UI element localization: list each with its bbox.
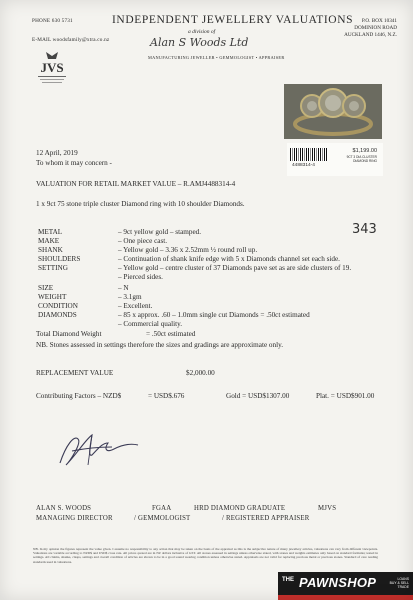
spec-label: SHOULDERS (38, 255, 81, 263)
brand-tagline-2: BUY & SELL (389, 581, 409, 586)
company-title: INDEPENDENT JEWELLERY VALUATIONS (112, 14, 354, 26)
signatory-role-3: / REGISTERED APPRAISER (222, 515, 310, 522)
signatory-role-2: / GEMMOLOGIST (134, 515, 191, 522)
address-line-3: AUCKLAND 1446, N.Z. (344, 31, 397, 38)
approximation-note: NB. Stones assessed in settings therefore the sizes and gradings are approximate only. (36, 341, 284, 349)
spec-value: – Continuation of shank knife edge with 5 x Diamonds channel set each side. (118, 255, 340, 263)
item-description: 1 x 9ct 75 stone triple cluster Diamond ring with 10 shoulder Diamonds. (36, 200, 245, 208)
spec-label: SHANK (38, 246, 63, 254)
spec-value: – 85 x approx. .60 – 1.0mm single cut Diamonds = .50ct estimated (118, 311, 310, 319)
signatory-mjvs: MJVS (318, 505, 337, 512)
spec-value: – N (118, 284, 129, 292)
jvs-logo-text: JVS (40, 60, 64, 75)
factors-gold: Gold = USD$1307.00 (226, 392, 290, 400)
header-phone: PHONE 630 5731 (32, 18, 73, 24)
brand-tagline (390, 577, 409, 590)
spec-value: – One piece cast. (118, 237, 168, 245)
spec-label: SIZE (38, 284, 54, 292)
total-weight-value: = .50ct estimated (146, 330, 196, 338)
letter-date: 12 April, 2019 (36, 149, 78, 157)
brand-stripe (278, 595, 413, 600)
spec-value: – 9ct yellow gold – stamped. (118, 228, 202, 236)
brand-the: THE (282, 577, 294, 583)
signature (52, 425, 142, 473)
signatory-fgaa: FGAA (152, 505, 172, 512)
replacement-label: REPLACEMENT VALUE (36, 369, 114, 377)
tag-description (347, 155, 377, 163)
tag-code: 4488314-4 (292, 163, 315, 168)
total-weight-label: Total Diamond Weight (36, 330, 102, 338)
spec-value: – Commercial quality. (118, 320, 183, 328)
factors-usd: = USD$.676 (148, 392, 185, 400)
tag-price: $1,199.00 (352, 148, 377, 154)
barcode (290, 148, 328, 161)
spec-label: WEIGHT (38, 293, 67, 301)
spec-value: – Yellow gold – 3.36 x 2.52mm ½ round roll up. (118, 246, 258, 254)
signatory-name: ALAN S. WOODS (36, 505, 92, 512)
company-script-name: Alan S Woods Ltd (150, 36, 249, 49)
spec-label: SETTING (38, 264, 68, 272)
header-email: E-MAIL woodsfamily@xtra.co.nz (32, 37, 110, 43)
ring-photo (284, 84, 382, 139)
spec-label: MAKE (38, 237, 60, 245)
brand-tagline-1: LOANS (397, 577, 409, 581)
factors-label: Contributing Factors – NZD$ (36, 392, 122, 400)
spec-label: CONDITION (38, 302, 78, 310)
letter-salutation: To whom it may concern - (36, 159, 112, 167)
factors-plat: Plat. = USD$901.00 (316, 392, 375, 400)
services-line: MANUFACTURING JEWELLER • GEMMOLOGIST • APPRAISER (148, 55, 285, 60)
spec-label: METAL (38, 228, 63, 236)
replacement-value: $2,000.00 (186, 369, 215, 377)
jvs-logo (32, 50, 72, 86)
address-line-2: DOMINION ROAD (354, 24, 397, 31)
spec-value: – 3.1gm (118, 293, 142, 301)
valuation-heading: VALUATION FOR RETAIL MARKET VALUE – R.AMJ4488314-4 (36, 180, 236, 188)
handwritten-number: 343 (352, 222, 377, 237)
pawnshop-watermark (278, 572, 413, 600)
header-address (344, 18, 397, 38)
spec-value: – Pierced sides. (118, 273, 163, 281)
division-text: a division of (188, 29, 216, 35)
spec-value: – Excellent. (118, 302, 153, 310)
brand-name: PAWNSHOP (299, 575, 377, 590)
signatory-graduate: HRD DIAMOND GRADUATE (194, 505, 286, 512)
spec-label: DIAMONDS (38, 311, 77, 319)
tag-line-1: 9CT 3 DIA CLUSTER (346, 155, 377, 159)
price-tag (287, 143, 383, 176)
ring-illustration (284, 84, 382, 139)
address-line-1: P.O. BOX 10341 (361, 18, 397, 24)
brand-tagline-3: TRADE (397, 585, 409, 590)
tag-line-2: DIAMOND RING (353, 159, 377, 163)
disclaimer-footer: NB. In my opinion the figures represent the value given. I assume no responsibility to any action that may be taken on the basis of the appraisal as this is the subjective nature of many jewellery articles, valuations can vary from different viewpoints. Valuations are variable according to NZD$ and USD$ cross rate. All prices quoted are in NZ dollars inclusive of GST. All stones assessed in settings unless otherwise stated, with stones and weights estimates only based on standard formulas; tested in settings. All claims, shanks, clasps, settings and overall condition of articles are shown to be in a good sound wearing condition unless otherwise stated. Appraisals are not valid for replacing precious metal or precious stones. Standard of care reading standards used in valuations. (33, 547, 378, 564)
signatory-role-1: MANAGING DIRECTOR (36, 515, 113, 522)
spec-value: – Yellow gold – centre cluster of 37 Diamonds pave set as are side clusters of 19. (118, 264, 352, 272)
